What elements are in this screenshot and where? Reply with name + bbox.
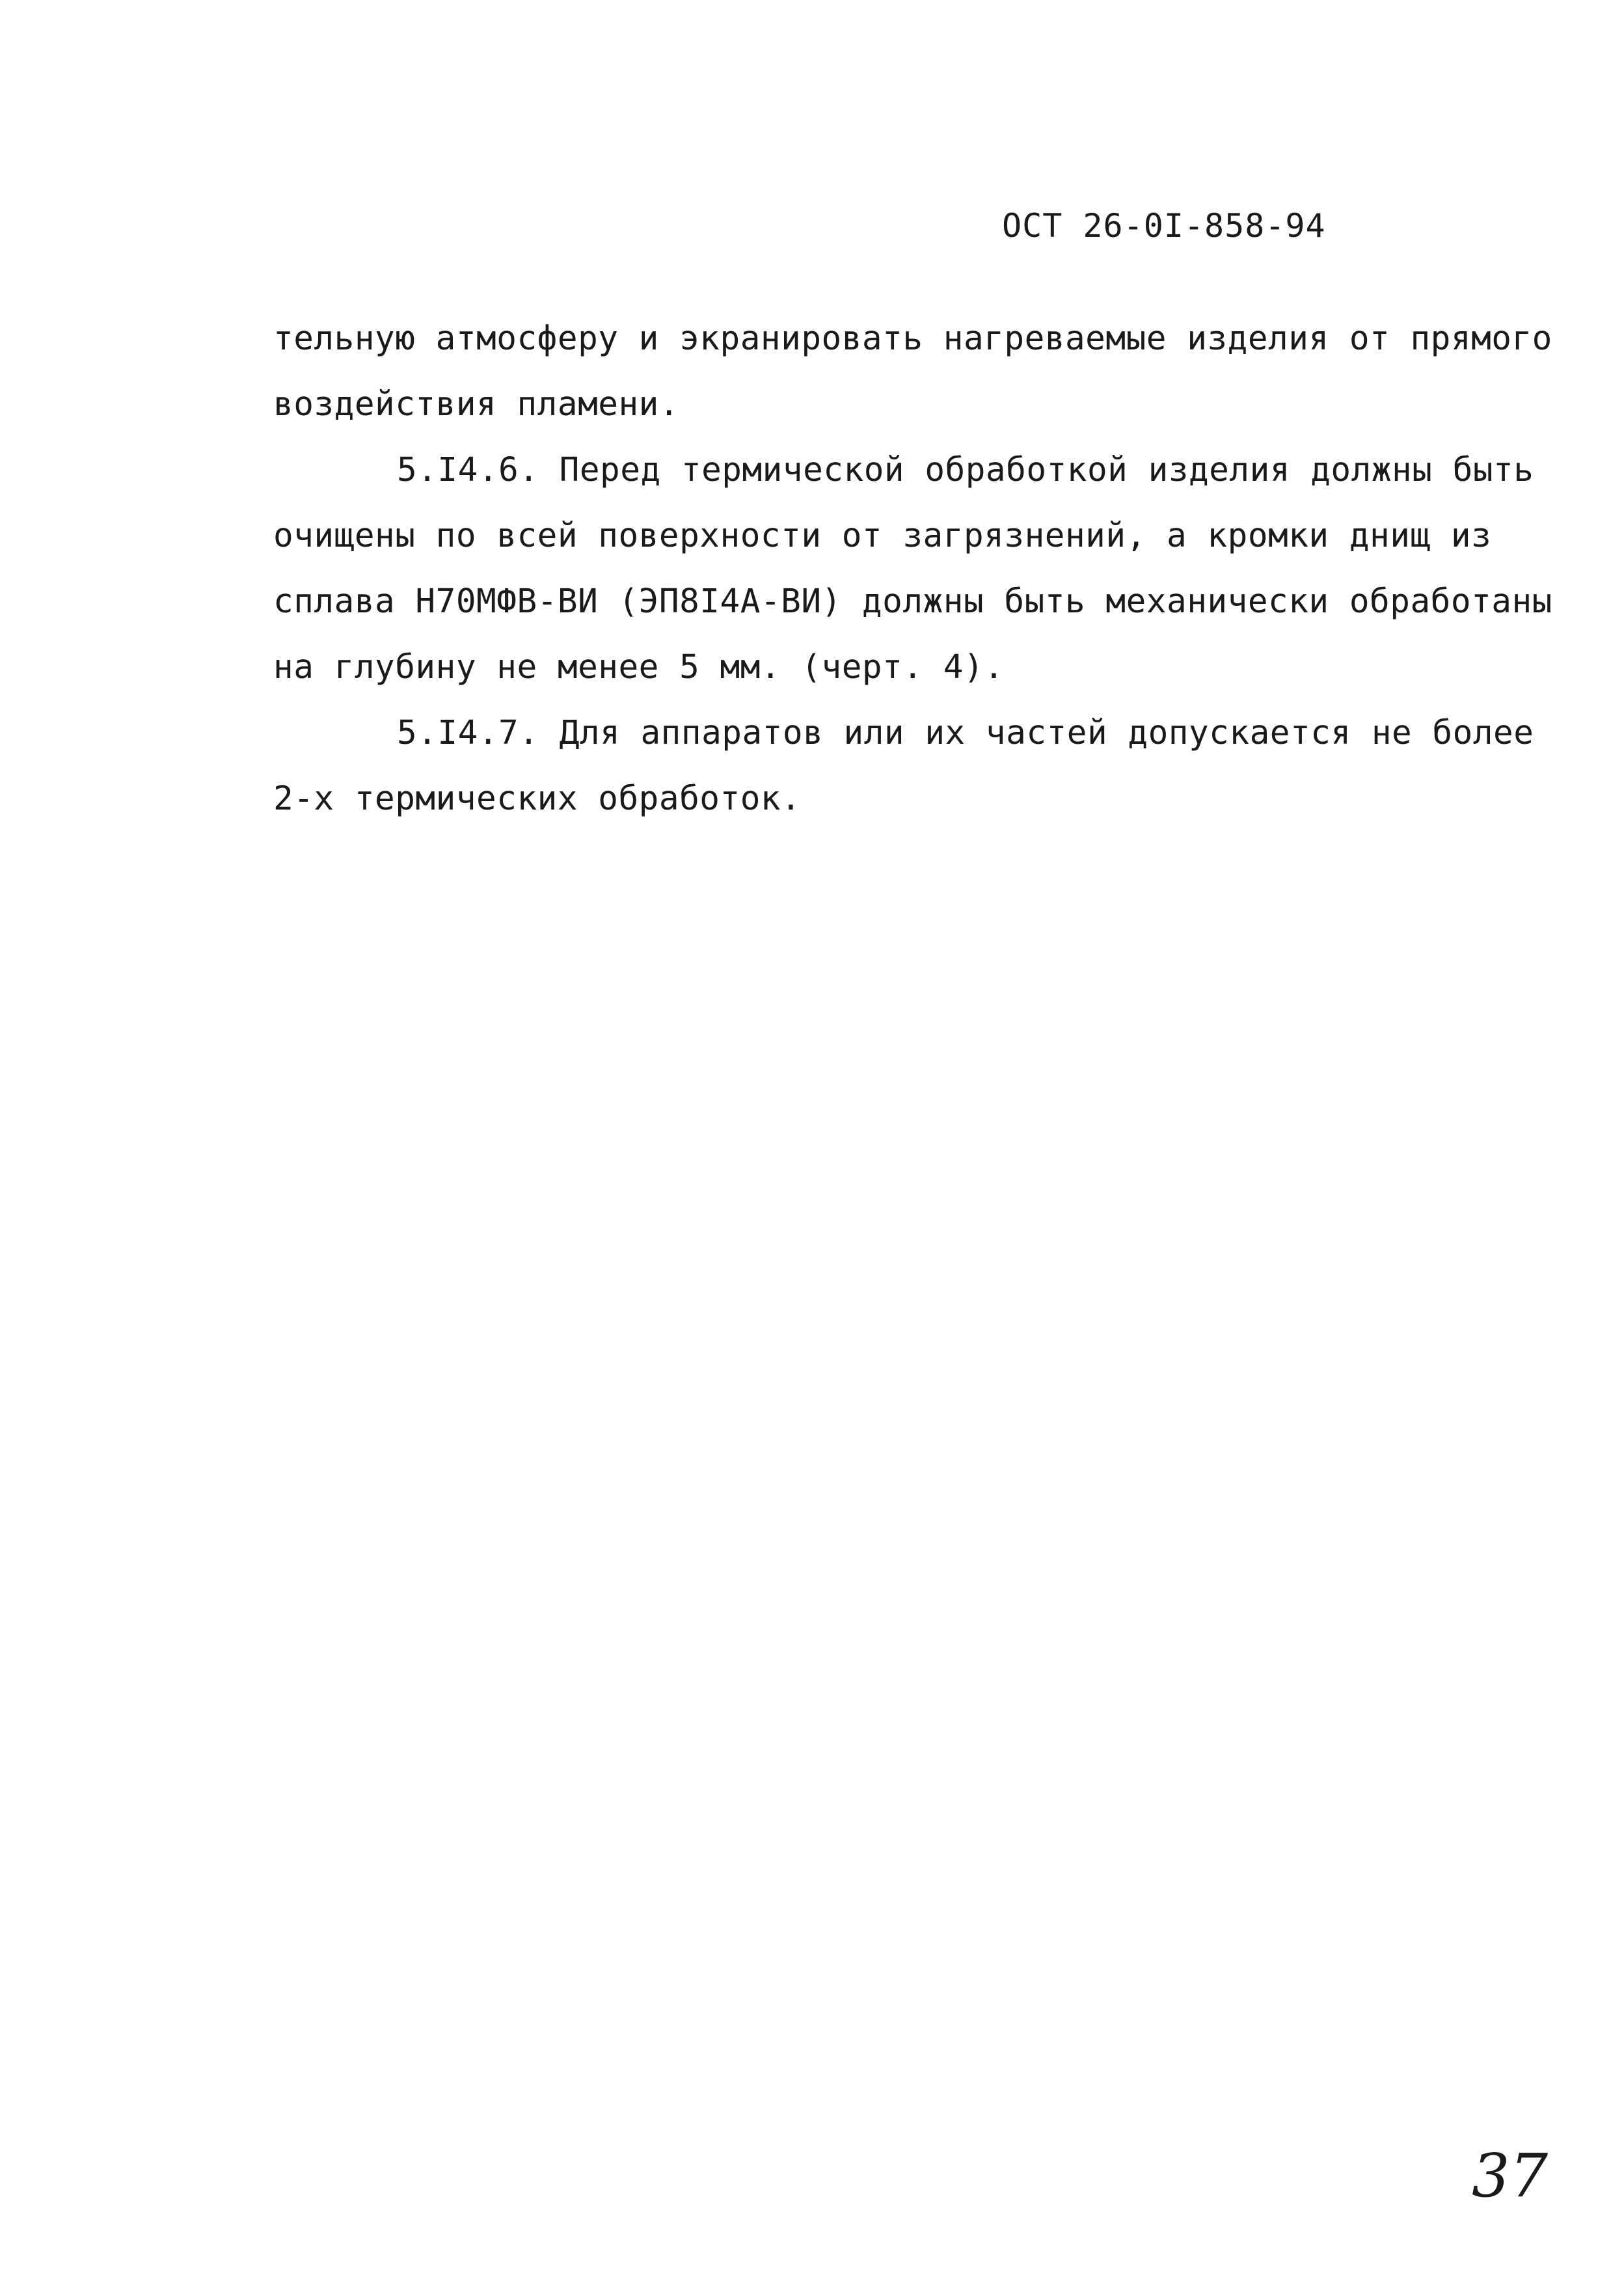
body-text xyxy=(273,306,1552,832)
document-code: ОСТ 26-0I-858-94 xyxy=(1002,207,1326,245)
text-line: сплава Н70МФВ-ВИ (ЭП8I4А-ВИ) должны быть механически обработаны xyxy=(273,582,1552,621)
paragraph-5-14-6-start: 5.I4.6. Перед термической обработкой изделия должны быть xyxy=(397,451,1534,489)
text-line: очищены по всей поверхности от загрязнений, а кромки днищ из xyxy=(273,517,1492,555)
text-line: тельную атмосферу и экранировать нагреваемые изделия от прямого xyxy=(273,320,1552,358)
text-line: на глубину не менее 5 мм. (черт. 4). xyxy=(273,648,1005,687)
paragraph-5-14-7-start: 5.I4.7. Для аппаратов или их частей допускается не более xyxy=(397,714,1534,752)
text-line: 2-х термических обработок. xyxy=(273,780,802,818)
text-line: воздействия пламени. xyxy=(273,385,680,424)
page-number: 37 xyxy=(1472,2141,1549,2211)
